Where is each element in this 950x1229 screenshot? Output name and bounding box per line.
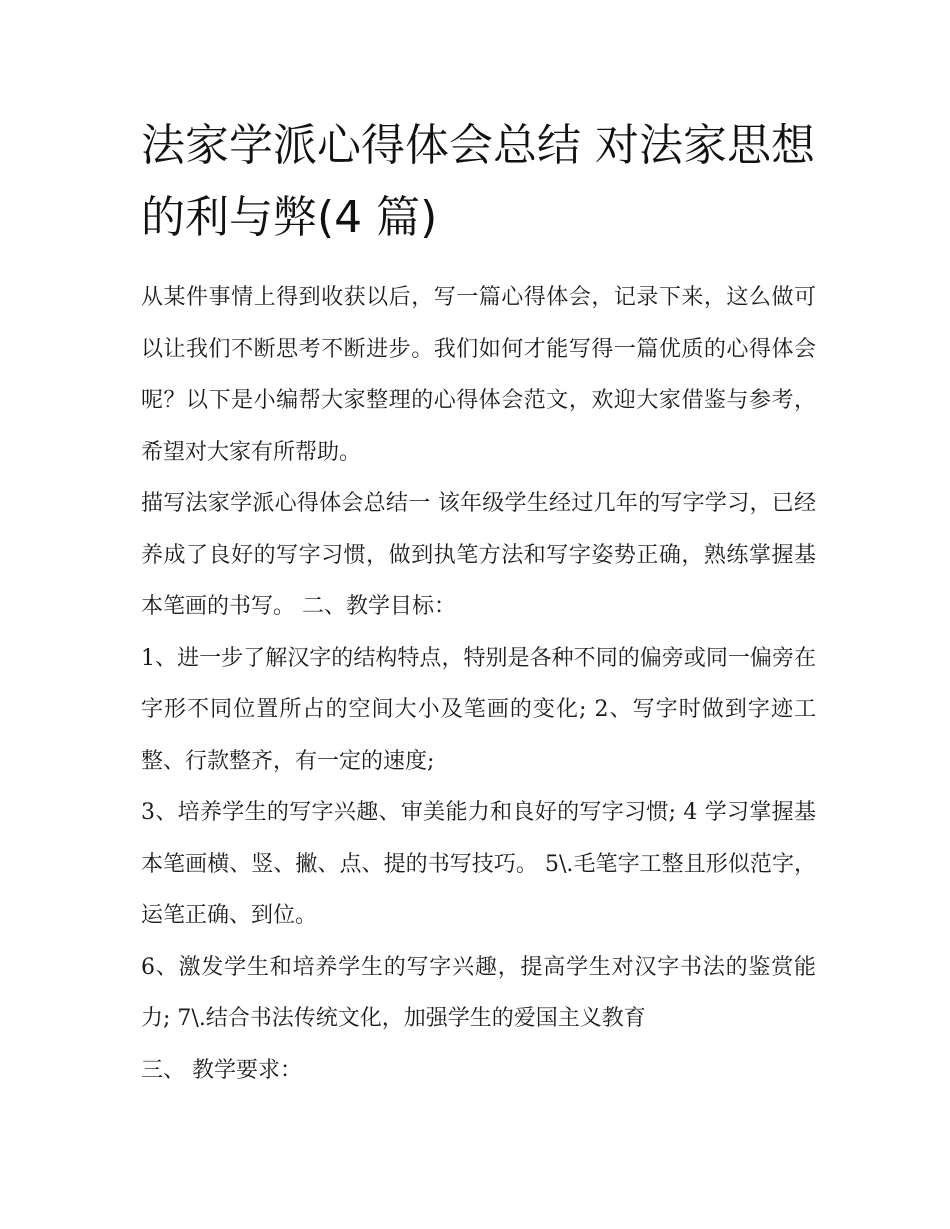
paragraph-goal-1-2: 1、进一步了解汉字的结构特点，特别是各种不同的偏旁或同一偏旁在字形不同位置所占的空间大小及笔画的变化; 2、写字时做到字迹工整、行款整齐，有一定的速度; xyxy=(141,645,816,774)
document-title: 法家学派心得体会总结 对法家思想的利与弊(4 篇) xyxy=(141,120,815,243)
paragraph-requirements-heading: 三、 教学要求： xyxy=(141,1057,302,1083)
document-page xyxy=(141,110,816,1096)
paragraph-section-one: 描写法家学派心得体会总结一 该年级学生经过几年的写字学习，已经养成了良好的写字习惯，做到执笔方法和写字姿势正确，熟练掌握基本笔画的书写。 二、教学目标： xyxy=(141,491,816,619)
paragraph-goal-6-7: 6、激发学生和培养学生的写字兴趣，提高学生对汉字书法的鉴赏能力; 7\.结合书法传统文化，加强学生的爱国主义教育 xyxy=(141,954,816,1031)
document-body xyxy=(141,272,816,1096)
paragraph-intro: 从某件事情上得到收获以后，写一篇心得体会，记录下来，这么做可以让我们不断思考不断进步。我们如何才能写得一篇优质的心得体会呢？以下是小编帮大家整理的心得体会范文，欢迎大家借鉴与参考，希望对大家有所帮助。 xyxy=(141,285,816,465)
paragraph-goal-3-5: 3、培养学生的写字兴趣、审美能力和良好的写字习惯; 4 学习掌握基本笔画横、竖、撇、点、提的书写技巧。 5\.毛笔字工整且形似范字，运笔正确、到位。 xyxy=(141,800,816,928)
